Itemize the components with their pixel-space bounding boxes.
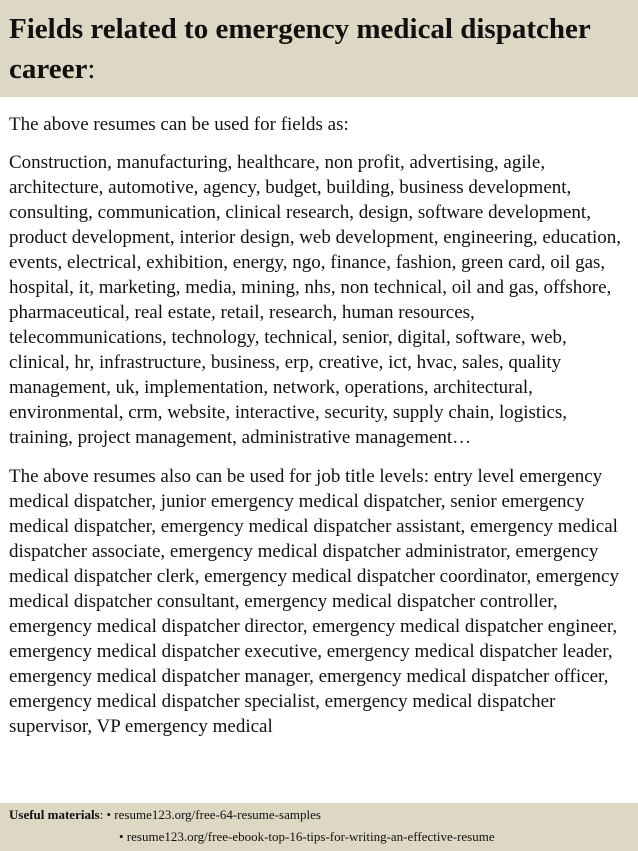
intro-text: The above resumes can be used for fields as: <box>9 114 349 135</box>
footer-link-resume-samples[interactable]: • resume123.org/free-64-resume-samples <box>106 807 321 822</box>
fields-paragraph: Construction, manufacturing, healthcare, non profit, advertising, agile, architecture, automotive, agency, budget, building, business development, consulting, communication, clinical research, design, software development, product development, interior design, web development, engineering, education, events, electrical, exhibition, energy, ngo, finance, fashion, green card, oil gas, hospital, it, marketing, media, mining, nhs, non technical, oil and gas, offshore, pharmaceutical, real estate, retail, research, human resources, telecommunications, technology, technical, senior, digital, software, web, clinical, hr, infrastructure, business, erp, creative, ict, hvac, sales, quality management, uk, implementation, network, operations, architectural, environmental, crm, website, interactive, security, supply chain, logistics, training, project management, administrative management… <box>9 152 622 448</box>
footer-link-ebook-tips[interactable]: • resume123.org/free-ebook-top-16-tips-for-writing-an-effective-resume <box>119 829 495 844</box>
body-content <box>9 112 631 802</box>
title-band <box>0 0 638 97</box>
footer-row-second <box>119 827 495 847</box>
footer-label-colon: : <box>99 807 104 822</box>
footer-label: Useful materials <box>9 807 100 822</box>
footer-row-first <box>9 805 321 825</box>
job-titles-paragraph: The above resumes also can be used for job title levels: entry level emergency medical dispatcher, junior emergency medical dispatcher, senior emergency medical dispatcher, emergency medical dispatcher assistant, emergency medical dispatcher associate, emergency medical dispatcher administrator, emergency medical dispatcher clerk, emergency medical dispatcher coordinator, emergency medical dispatcher consultant, emergency medical dispatcher controller, emergency medical dispatcher director, emergency medical dispatcher engineer, emergency medical dispatcher executive, emergency medical dispatcher leader, emergency medical dispatcher manager, emergency medical dispatcher officer, emergency medical dispatcher specialist, emergency medical dispatcher supervisor, VP emergency medical <box>9 466 619 737</box>
page-title-colon: : <box>87 53 96 85</box>
page-title <box>9 9 629 89</box>
page-title-text: Fields related to emergency medical dispatcher career <box>9 13 591 85</box>
footer-useful-materials <box>0 803 638 851</box>
